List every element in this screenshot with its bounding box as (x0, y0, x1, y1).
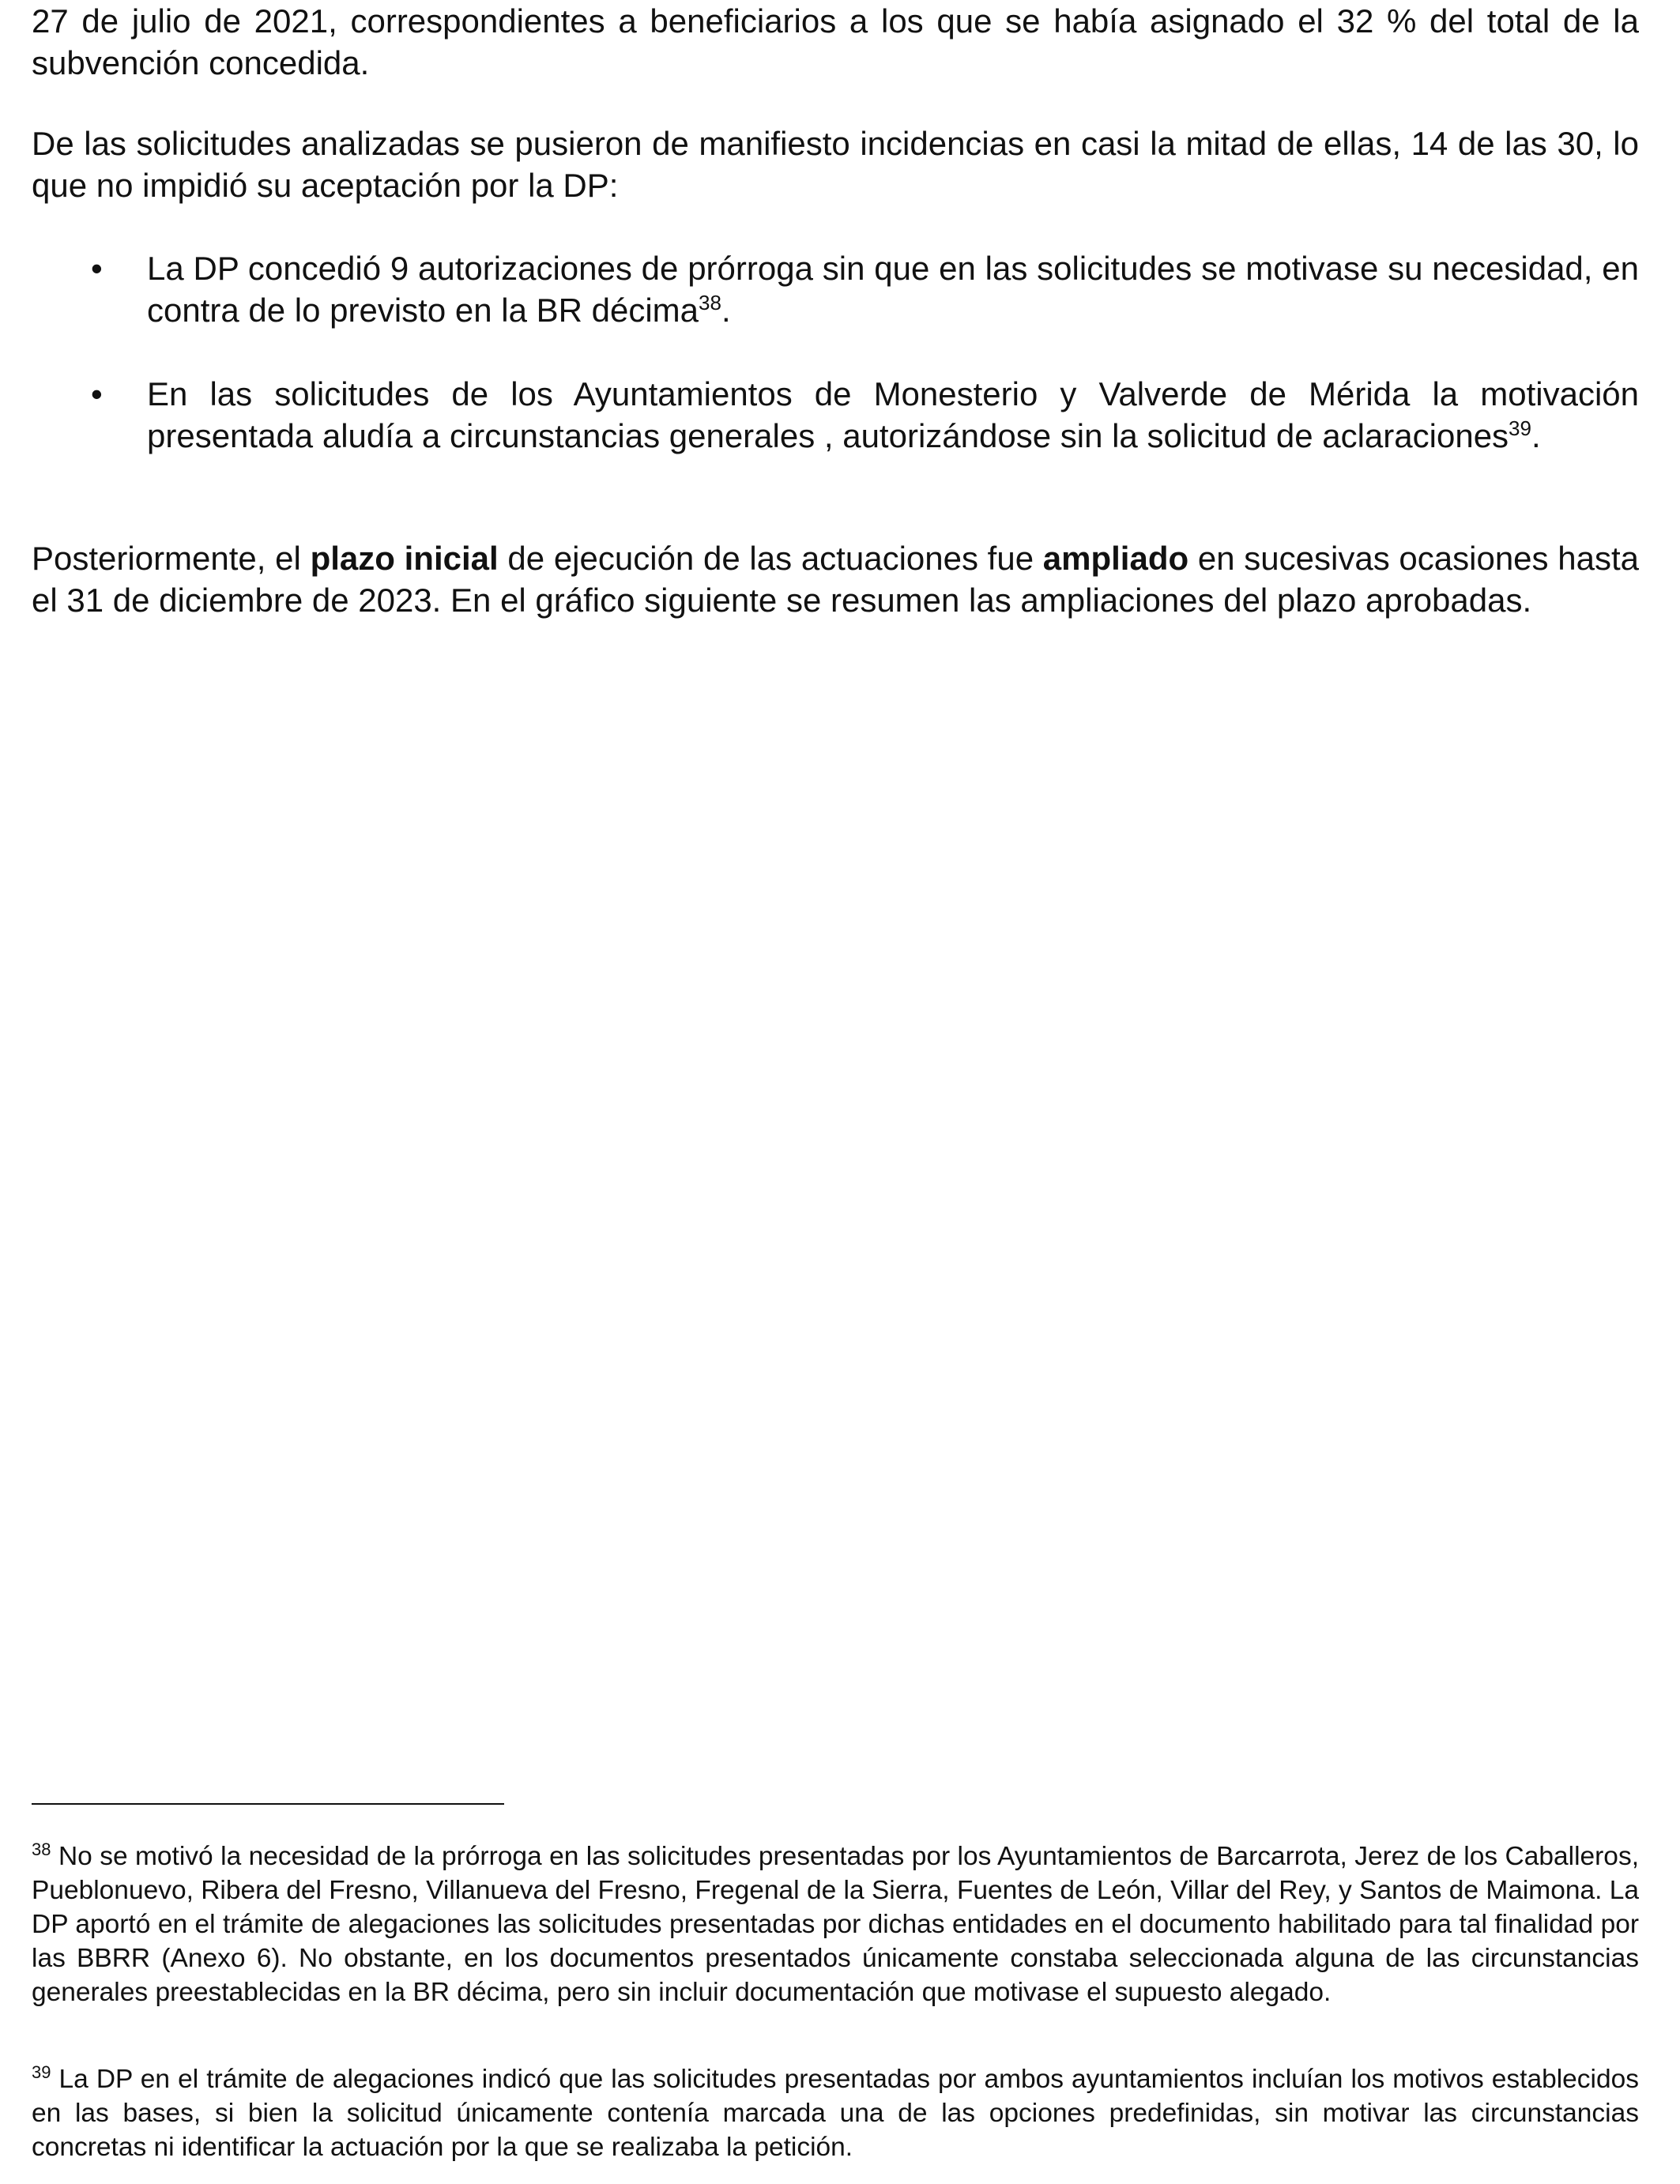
bullet-end: . (1531, 417, 1541, 454)
bullet-end: . (721, 292, 731, 329)
footnote-number: 39 (32, 2062, 51, 2082)
paragraph-plazo-part1: Posteriormente, el (32, 540, 311, 577)
paragraph-plazo (32, 537, 1639, 621)
bullet-marker: • (91, 375, 103, 412)
list-item (32, 373, 1639, 457)
paragraph-incidencias: De las solicitudes analizadas se pusieron de manifiesto incidencias en casi la mitad de ellas, 14 de las 30, lo que no impidió su aceptación por la DP: (32, 125, 1639, 204)
footnote-separator (32, 1803, 504, 1805)
bullet-text (147, 247, 1639, 331)
footnote-ref[interactable]: 38 (699, 291, 721, 314)
paragraph-plazo-part3: en sucesivas ocasiones hasta el 31 de diciembre de 2023. En el gráfico siguiente se resumen las ampliaciones del plazo aprobadas. (32, 540, 1639, 619)
paragraph-plazo-bold1: plazo inicial (310, 540, 499, 577)
paragraph-plazo-bold2: ampliado (1042, 540, 1189, 577)
list-item (32, 247, 1639, 331)
bullet-marker: • (91, 250, 103, 287)
footnote-text: No se motivó la necesidad de la prórroga en las solicitudes presentadas por los Ayuntamientos de Barcarrota, Jerez de los Caballeros, Pueblonuevo, Ribera del Fresno, Villanueva del Fresno, Fregenal de la Sierra, Fuentes de León, Villar del Rey, y Santos de Maimona. La DP aportó en el trámite de alegaciones las solicitudes presentadas por dichas entidades en el documento habilitado para tal finalidad por las BBRR (Anexo 6). No obstante, en los documentos presentados únicamente constaba seleccionada alguna de las circunstancias generales preestablecidas en la BR décima, pero sin incluir documentación que motivase el supuesto alegado. (32, 1842, 1639, 2007)
bullet-text (147, 373, 1639, 457)
footnote-number: 38 (32, 1839, 51, 1859)
paragraph-intro: 27 de julio de 2021, correspondientes a beneficiarios a los que se había asignado el 32 % del total de la subvención concedida. (32, 2, 1639, 81)
bullet-list (32, 247, 1639, 499)
footnote-38 (32, 1839, 1639, 2009)
bullet-body: En las solicitudes de los Ayuntamientos de Monesterio y Valverde de Mérida la motivación presentada aludía a circunstancias generales , autorizándose sin la solicitud de aclaraciones (147, 375, 1639, 454)
document-page (32, 0, 1639, 2184)
footnote-text: La DP en el trámite de alegaciones indicó que las solicitudes presentadas por ambos ayuntamientos incluían los motivos establecidos en las bases, si bien la solicitud únicamente contenía marcada una de las opciones predefinidas, sin motivar las circunstancias concretas ni identificar la actuación por la que se realizaba la petición. (32, 2065, 1639, 2162)
bullet-body: La DP concedió 9 autorizaciones de prórroga sin que en las solicitudes se motivase su necesidad, en contra de lo previsto en la BR décima (147, 250, 1639, 329)
paragraph-plazo-part2: de ejecución de las actuaciones fue (498, 540, 1043, 577)
footnote-39 (32, 2062, 1639, 2164)
footnote-ref[interactable]: 39 (1509, 416, 1531, 440)
